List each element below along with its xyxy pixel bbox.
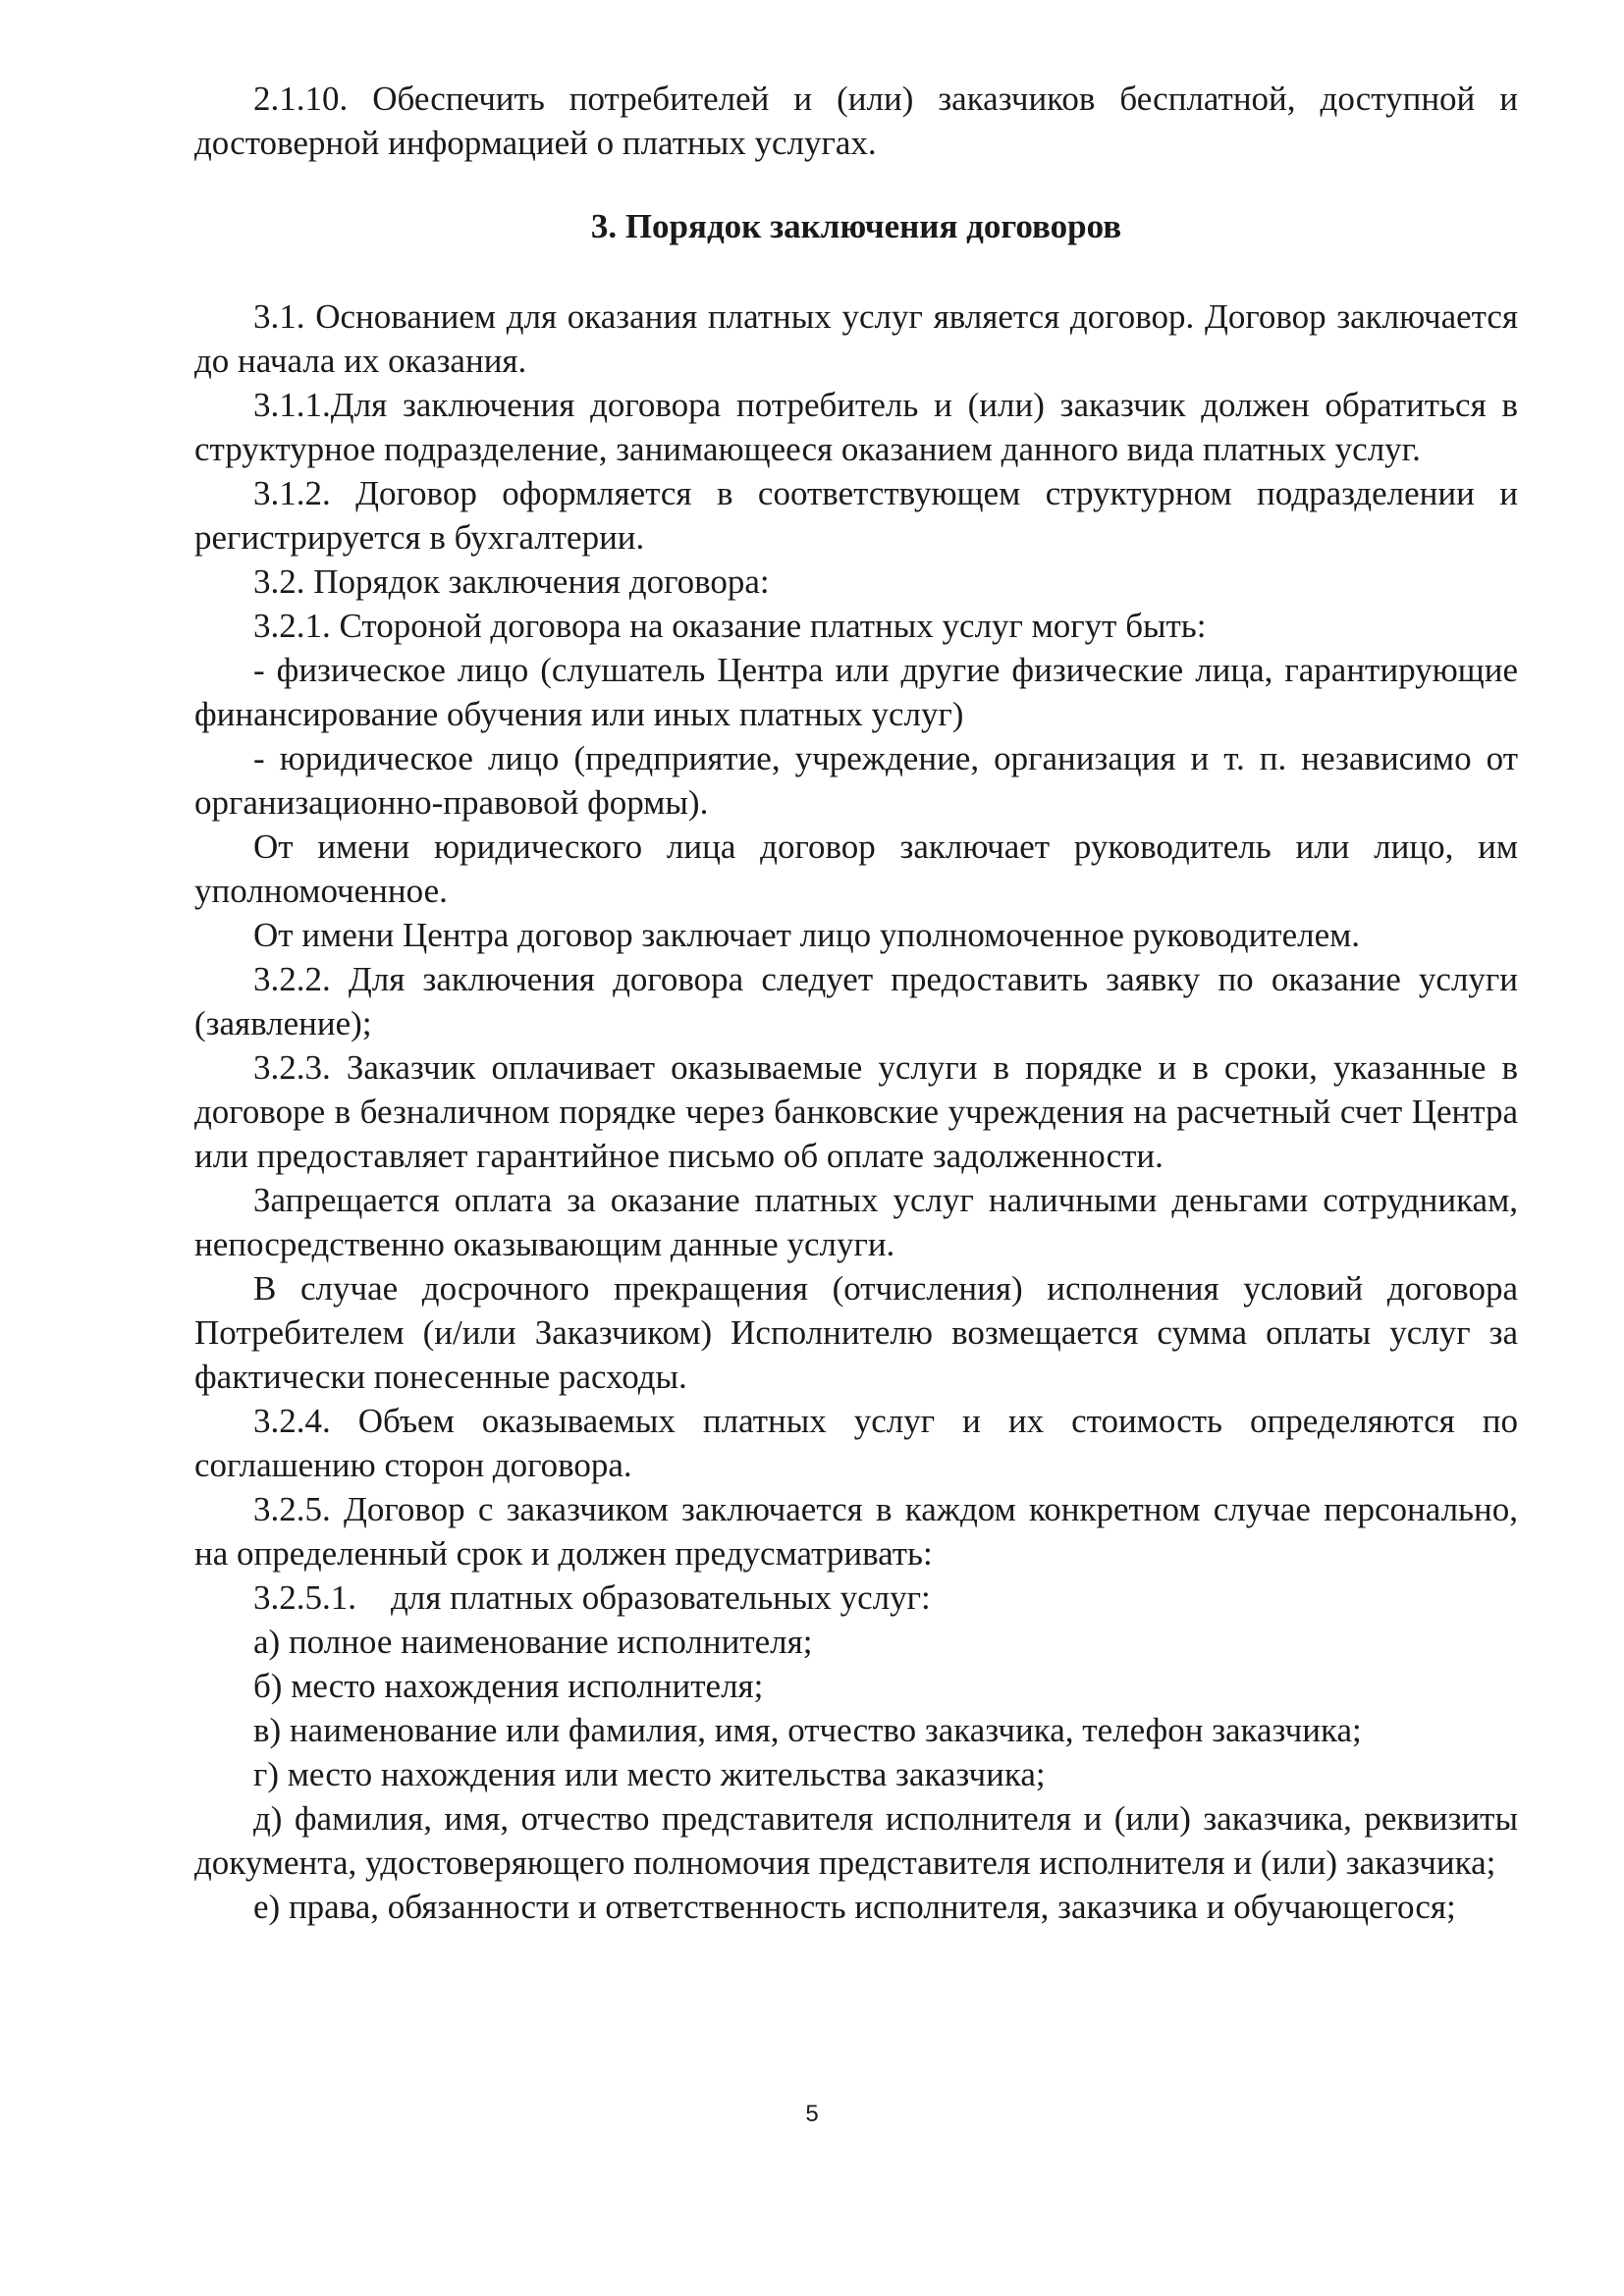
- list-item-a: а) полное наименование исполнителя;: [253, 1623, 813, 1661]
- paragraph-3-2-4: 3.2.4. Объем оказываемых платных услуг и их стоимость определяются по соглашению сторон договора.: [194, 1402, 1518, 1484]
- list-item-d: д) фамилия, имя, отчество представителя исполнителя и (или) заказчика, реквизиты документа, удостоверяющего полномочия представителя исполнителя и (или) заказчика;: [194, 1799, 1518, 1882]
- list-item-b: б) место нахождения исполнителя;: [253, 1667, 764, 1705]
- paragraph-early-termination: В случае досрочного прекращения (отчисления) исполнения условий договора Потребителем (и/или Заказчиком) Исполнителю возмещается сумма оплаты услуг за фактически понесенные расходы.: [194, 1269, 1518, 1396]
- paragraph-3-2-5: 3.2.5. Договор с заказчиком заключается в каждом конкретном случае персонально, на определенный срок и должен предусматривать:: [194, 1490, 1518, 1573]
- section-heading: 3. Порядок заключения договоров: [590, 207, 1122, 245]
- paragraph-3-1: 3.1. Основанием для оказания платных услуг является договор. Договор заключается до начала их оказания.: [194, 297, 1518, 380]
- paragraph-center-signer: От имени Центра договор заключает лицо уполномоченное руководителем.: [253, 916, 1361, 954]
- list-item-v: в) наименование или фамилия, имя, отчество заказчика, телефон заказчика;: [253, 1711, 1362, 1749]
- paragraph-3-2-3: 3.2.3. Заказчик оплачивает оказываемые услуги в порядке и в сроки, указанные в договоре в безналичном порядке через банковские учреждения на расчетный счет Центра или предоставляет гарантийное письмо об оплате задолженности.: [194, 1048, 1518, 1175]
- list-item-physical-person: - физическое лицо (слушатель Центра или другие физические лица, гарантирующие финансирование обучения или иных платных услуг): [194, 651, 1518, 733]
- paragraph-3-2-2: 3.2.2. Для заключения договора следует предоставить заявку по оказание услуги (заявление);: [194, 960, 1518, 1042]
- list-item-g: г) место нахождения или место жительства заказчика;: [253, 1755, 1046, 1793]
- intro-paragraph: 2.1.10. Обеспечить потребителей и (или) заказчиков бесплатной, доступной и достоверной информацией о платных услугах.: [194, 80, 1518, 162]
- paragraph-3-1-2: 3.1.2. Договор оформляется в соответствующем структурном подразделении и регистрируется в бухгалтерии.: [194, 474, 1518, 557]
- list-item-e: е) права, обязанности и ответственность исполнителя, заказчика и обучающегося;: [253, 1888, 1456, 1926]
- paragraph-3-2: 3.2. Порядок заключения договора:: [253, 562, 770, 601]
- paragraph-legal-entity-signer: От имени юридического лица договор заключает руководитель или лицо, им уполномоченное.: [194, 828, 1518, 910]
- paragraph-3-1-1: 3.1.1.Для заключения договора потребитель и (или) заказчик должен обратиться в структурное подразделение, занимающееся оказанием данного вида платных услуг.: [194, 386, 1518, 468]
- paragraph-cash-prohibition: Запрещается оплата за оказание платных услуг наличными деньгами сотрудникам, непосредственно оказывающим данные услуги.: [194, 1181, 1518, 1263]
- page-number: 5: [805, 2101, 819, 2127]
- paragraph-3-2-5-1: 3.2.5.1. для платных образовательных услуг:: [253, 1578, 931, 1617]
- document-page: [194, 77, 1518, 1929]
- list-item-legal-entity: - юридическое лицо (предприятие, учреждение, организация и т. п. независимо от организационно-правовой формы).: [194, 739, 1518, 822]
- paragraph-3-2-1: 3.2.1. Стороной договора на оказание платных услуг могут быть:: [253, 607, 1207, 645]
